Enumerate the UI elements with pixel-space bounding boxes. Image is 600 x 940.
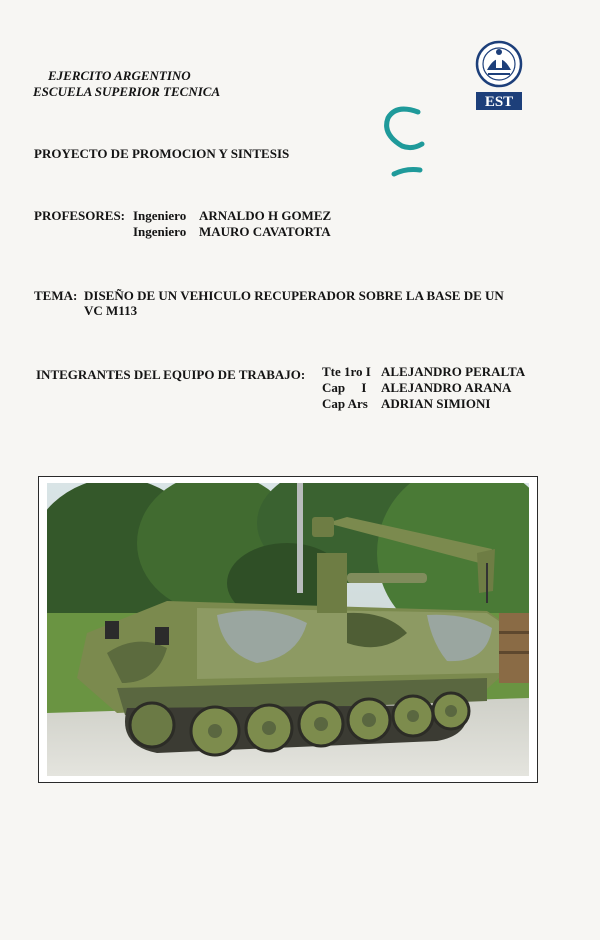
tema-line1: DISEÑO DE UN VEHICULO RECUPERADOR SOBRE LA BASE DE UN (84, 288, 504, 303)
team-member-name: ALEJANDRO PERALTA (381, 364, 526, 379)
handwritten-c-mark (376, 102, 436, 184)
team-rank: Cap I (322, 380, 367, 395)
logo-text: EST (484, 94, 514, 110)
professor-role: Ingeniero (133, 224, 187, 239)
tema-line2: VC M113 (84, 303, 138, 318)
professor-role: Ingeniero (133, 208, 187, 223)
team-label: INTEGRANTES DEL EQUIPO DE TRABAJO: (36, 367, 306, 382)
professor-name: ARNALDO H GOMEZ (199, 208, 332, 223)
project-title: PROYECTO DE PROMOCION Y SINTESIS (34, 146, 290, 161)
team-rank: Tte 1ro I (322, 364, 371, 379)
m113-recovery-vehicle-image (47, 483, 529, 776)
team-member-name: ALEJANDRO ARANA (381, 380, 512, 395)
vehicle-photo-frame (38, 476, 538, 783)
team-rank: Cap Ars (322, 396, 368, 411)
tema-label: TEMA: (34, 288, 78, 303)
est-logo (470, 40, 528, 116)
org-name-line2: ESCUELA SUPERIOR TECNICA (33, 84, 221, 99)
est-emblem-icon (470, 40, 528, 116)
team-member-name: ADRIAN SIMIONI (381, 396, 491, 411)
professor-name: MAURO CAVATORTA (199, 224, 331, 239)
vehicle-photo (47, 483, 529, 776)
org-name-line1: EJERCITO ARGENTINO (48, 68, 191, 83)
professors-label: PROFESORES: (34, 208, 126, 223)
